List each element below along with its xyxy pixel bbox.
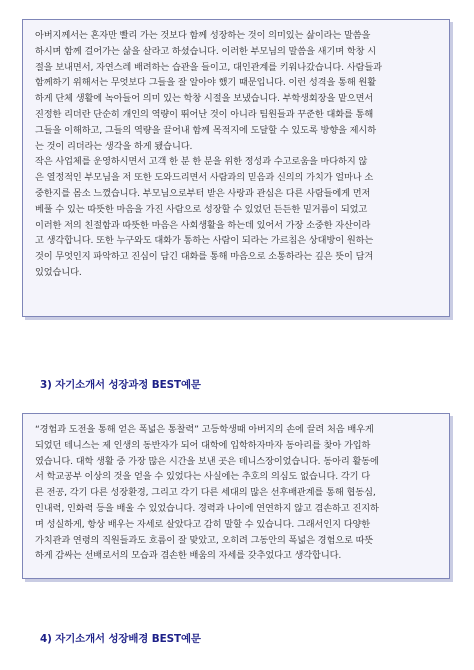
text-line: 함께하기 위해서는 무엇보다 그들을 잘 알아야 했기 때문입니다. 이런 성격을 통해 원활 (35, 77, 376, 89)
paragraph-upbringing (35, 28, 437, 281)
text-line: 은 열정적인 부모님을 저 또한 도와드리면서 사람과의 믿음과 신의의 가치가 얼마나 소 (35, 172, 374, 184)
text-line: 아버지께서는 혼자만 빨리 가는 것보다 함께 성장하는 것이 의미있는 삶이라는 말씀을 (35, 30, 371, 41)
text-line: 하게 단체 생활에 녹아들어 의미 있는 학창 시절을 보냈습니다. 부학생회장을 맡으면서 (35, 93, 374, 105)
text-line: 진정한 리더란 단순히 개인의 역량이 뛰어난 것이 아니라 팀원들과 꾸준한 대화를 통해 (35, 108, 374, 120)
text-line: 가치관과 연령의 직원들과도 흐름이 잘 맞았고, 오히려 그동안의 폭넓은 경험으로 따뜻 (35, 534, 374, 546)
text-line: 베풀 수 있는 따뜻한 마음을 가진 사람으로 성장할 수 있었던 든든한 밑거름이 되었고 (35, 203, 368, 215)
text-line: 되었던 테니스는 제 인생의 동반자가 되어 대학에 입학하자마자 동아리를 찾아 가입하 (35, 439, 371, 451)
section-heading-growth-background: 4) 자기소개서 성장배경 BEST예문 (40, 633, 201, 645)
content-box-upbringing (22, 19, 450, 317)
text-line: 며 성실하게, 항상 배우는 자세로 살았다고 감히 말할 수 있습니다. 그래서인지 다양한 (35, 518, 371, 530)
text-line: 중한지를 몸소 느꼈습니다. 부모님으로부터 받은 사랑과 관심은 다른 사람들에게 먼저 (35, 187, 371, 199)
text-line: 절을 보내면서, 자연스레 배려하는 습관을 들이고, 대인관계를 키워나갔습니다. 사람들과 (35, 61, 382, 73)
text-line: 작은 사업체를 운영하시면서 고객 한 분 한 분을 위한 정성과 수고로움을 마다하지 않 (35, 156, 368, 168)
text-line: 하게 감싸는 선배로서의 모습과 겸손한 배움의 자세를 갖추었다고 생각합니다. (35, 550, 342, 562)
text-line: 있었습니다. (35, 266, 82, 278)
paragraph-growth-process (35, 422, 437, 564)
section-heading-growth-process: 3) 자기소개서 성장과정 BEST예문 (40, 379, 201, 391)
text-line: 그들을 이해하고, 그들의 역량을 끌어내 함께 목적지에 도달할 수 있도록 방향을 제시하 (35, 124, 376, 136)
content-box-growth-process (22, 413, 450, 579)
text-line: 는 것이 리더라는 생각을 하게 됐습니다. (35, 140, 193, 152)
text-line: 인내력, 인화력 등을 배울 수 있었습니다. 경력과 나이에 연연하지 않고 겸손하고 진지하 (35, 502, 379, 514)
text-line: 것이 무엇인지 파악하고 진심이 담긴 대화를 통해 마음으로 소통하라는 깊은 뜻이 담겨 (35, 251, 374, 263)
text-line: 하시며 함께 걸어가는 삶을 살라고 하셨습니다. 이러한 부모님의 말씀을 새기며 학창 시 (35, 45, 376, 57)
text-line: 고 생각합니다. 또한 누구와도 대화가 통하는 사람이 되라는 가르침은 상대방이 원하는 (35, 235, 374, 247)
text-line: “경험과 도전을 통해 얻은 폭넓은 통찰력” 고등학생때 아버지의 손에 끌려 처음 배우게 (35, 424, 374, 435)
text-line: 였습니다. 대학 생활 중 가장 많은 시간을 보낸 곳은 테니스장이었습니다. 동아리 활동에 (35, 455, 379, 467)
text-line: 서 학교공부 이상의 것을 얻을 수 있었다는 사실에는 추호의 의심도 없습니다. 각기 다 (35, 471, 371, 483)
text-line: 이러한 저의 친절함과 따뜻한 마음은 사회생활을 하는데 있어서 가장 소중한 자산이라 (35, 219, 371, 231)
text-line: 른 전공, 각기 다른 성장환경, 그리고 각기 다른 세대의 많은 선후배관계를 통해 협동심, (35, 487, 376, 499)
